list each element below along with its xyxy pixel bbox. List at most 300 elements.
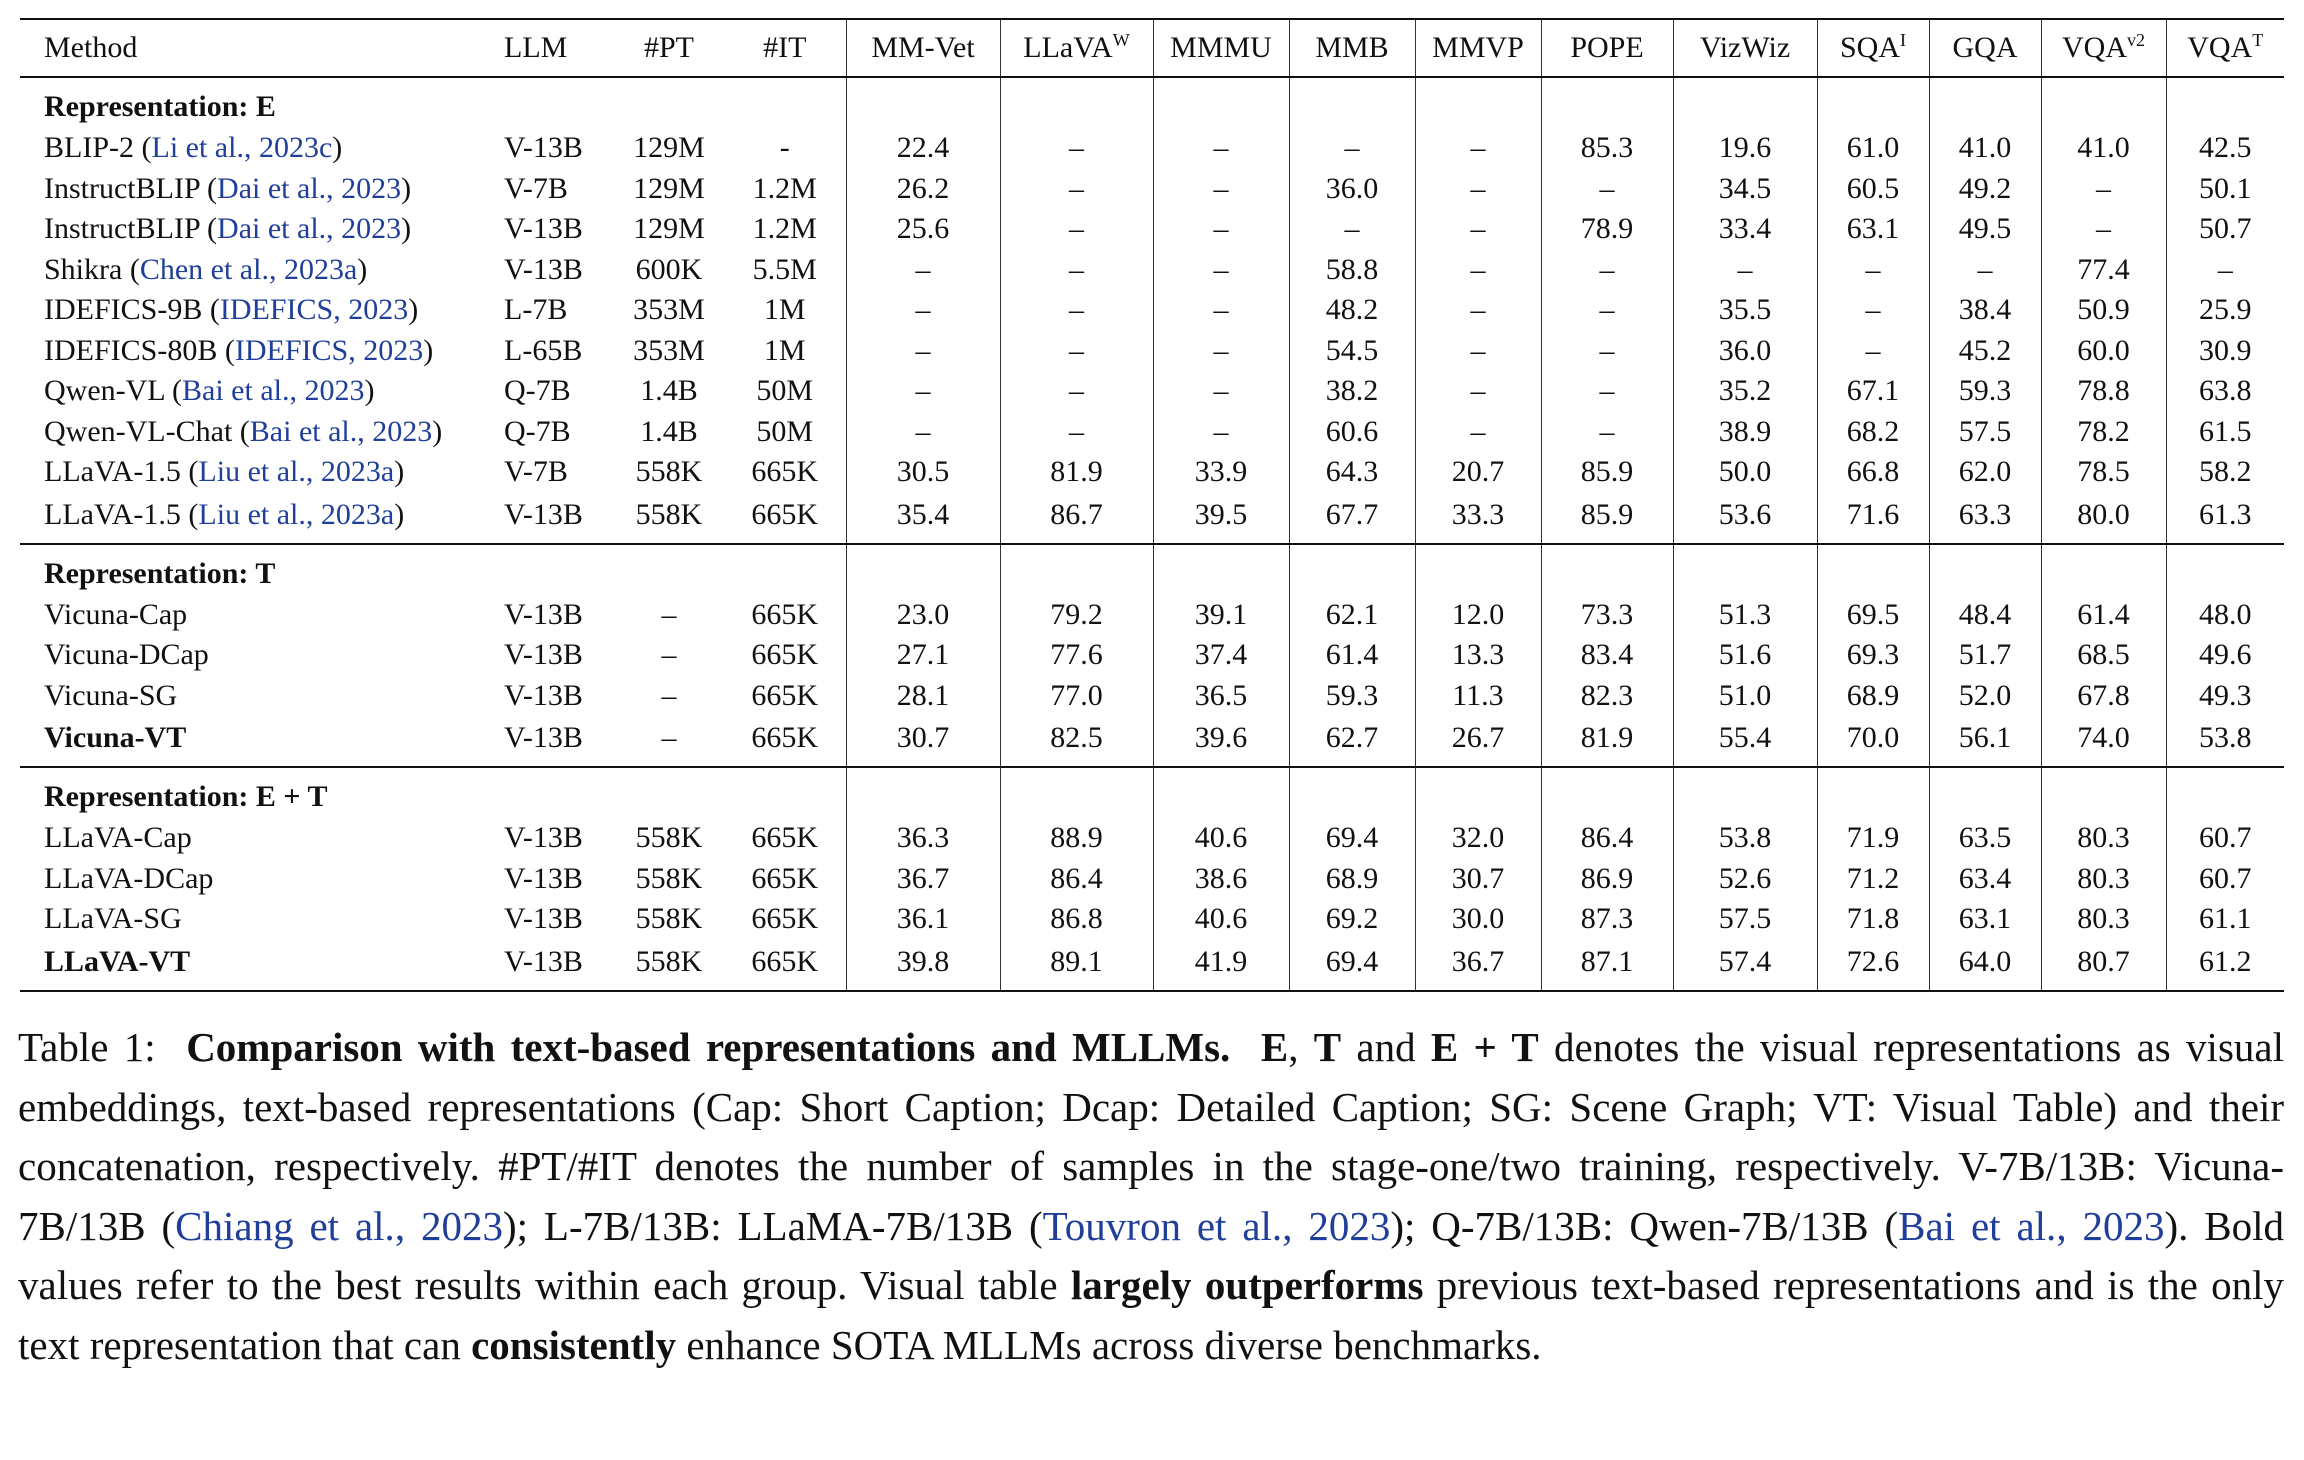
- header-pt: #PT: [614, 19, 724, 77]
- score-cell: 63.8: [2166, 371, 2284, 412]
- score-cell: 68.2: [1817, 412, 1929, 453]
- score-cell: 62.7: [1289, 716, 1415, 767]
- table-caption: [18, 1018, 2284, 1375]
- score-cell: 73.3: [1541, 595, 1673, 636]
- table-row: [20, 412, 2284, 453]
- header-benchmark: LLaVA$^W$: [1000, 19, 1153, 77]
- method-cell: IDEFICS-80B (IDEFICS, 2023): [44, 333, 434, 367]
- score-cell: –: [1153, 371, 1289, 412]
- score-cell: 79.2: [1000, 595, 1153, 636]
- citation-link[interactable]: Liu et al., 2023a: [198, 497, 395, 531]
- score-cell: 81.9: [1541, 716, 1673, 767]
- header-benchmark: MMMU: [1153, 19, 1289, 77]
- score-cell: 78.9: [1541, 209, 1673, 250]
- llm-cell: V-13B: [504, 821, 583, 855]
- score-cell: 70.0: [1817, 716, 1929, 767]
- score-cell: 55.4: [1673, 716, 1817, 767]
- score-cell: 53.8: [1673, 818, 1817, 859]
- score-cell: –: [2166, 250, 2284, 291]
- caption-text: ). Bold values refer to the best results within each group. Visual table: [18, 1202, 2285, 1308]
- caption-text: previous text-based representations and is the only text representation that can: [18, 1262, 2285, 1368]
- table-row: [20, 331, 2284, 372]
- llm-cell: V-13B: [504, 131, 583, 165]
- score-cell: 86.8: [1000, 899, 1153, 940]
- score-cell: 54.5: [1289, 331, 1415, 372]
- score-cell: 78.2: [2041, 412, 2166, 453]
- score-cell: 38.4: [1929, 290, 2041, 331]
- score-cell: 82.5: [1000, 716, 1153, 767]
- score-cell: 80.3: [2041, 818, 2166, 859]
- pt-cell: –: [614, 716, 724, 767]
- score-cell: 41.0: [1929, 128, 2041, 169]
- it-cell: 665K: [751, 861, 819, 895]
- it-cell: 1M: [763, 333, 806, 367]
- score-cell: 22.4: [846, 128, 1000, 169]
- score-cell: 51.0: [1673, 676, 1817, 717]
- score-cell: –: [1000, 412, 1153, 453]
- score-cell: 61.0: [1817, 128, 1929, 169]
- pt-cell: 558K: [614, 493, 724, 544]
- method-name: LLaVA-1.5: [44, 497, 181, 531]
- score-cell: –: [1000, 331, 1153, 372]
- method-name: Vicuna-DCap: [44, 638, 209, 672]
- table-row: [20, 452, 2284, 493]
- score-cell: 71.9: [1817, 818, 1929, 859]
- score-cell: 71.8: [1817, 899, 1929, 940]
- score-cell: 38.2: [1289, 371, 1415, 412]
- caption-text: ); Q-7B/13B: Qwen-7B/13B (: [1390, 1202, 1899, 1249]
- score-cell: 25.9: [2166, 290, 2284, 331]
- score-cell: 64.0: [1929, 940, 2041, 991]
- score-cell: 23.0: [846, 595, 1000, 636]
- llm-cell: V-13B: [498, 940, 614, 991]
- score-cell: 85.3: [1541, 128, 1673, 169]
- method-name: LLaVA-1.5: [44, 455, 181, 489]
- caption-e: E: [1260, 1024, 1289, 1070]
- method-name: IDEFICS-9B: [44, 293, 203, 327]
- score-cell: 72.6: [1817, 940, 1929, 991]
- caption-text: enhance SOTA MLLMs across diverse benchmarks.: [686, 1321, 1542, 1368]
- method-cell: [20, 635, 498, 676]
- score-cell: 61.4: [2041, 595, 2166, 636]
- method-cell: BLIP-2 (Li et al., 2023c): [44, 131, 343, 165]
- header-benchmark: POPE: [1541, 19, 1673, 77]
- score-cell: –: [1153, 250, 1289, 291]
- score-cell: 69.3: [1817, 635, 1929, 676]
- pt-cell: 129M: [633, 131, 705, 165]
- score-cell: 37.4: [1153, 635, 1289, 676]
- method-name: Qwen-VL: [44, 374, 165, 408]
- score-cell: –: [1415, 371, 1541, 412]
- score-cell: 40.6: [1153, 899, 1289, 940]
- score-cell: –: [1153, 290, 1289, 331]
- score-cell: 80.7: [2041, 940, 2166, 991]
- score-cell: –: [1153, 331, 1289, 372]
- it-cell: 50M: [756, 374, 814, 408]
- score-cell: 85.9: [1541, 452, 1673, 493]
- score-cell: 30.9: [2166, 331, 2284, 372]
- score-cell: 60.7: [2166, 859, 2284, 900]
- citation-link[interactable]: Dai et al., 2023: [217, 212, 402, 246]
- table-row: [20, 716, 2284, 767]
- table-row: [20, 818, 2284, 859]
- method-name: Vicuna-SG: [44, 678, 178, 712]
- score-cell: 35.4: [846, 493, 1000, 544]
- it-cell: -: [779, 131, 790, 165]
- score-cell: 71.6: [1817, 493, 1929, 544]
- llm-cell: V-13B: [504, 252, 583, 286]
- group-title: Representation: T: [44, 556, 276, 590]
- pt-cell: 353M: [633, 293, 705, 327]
- results-table-container: [20, 18, 2284, 992]
- score-cell: 49.3: [2166, 676, 2284, 717]
- table-row: [20, 169, 2284, 210]
- llm-cell: V-13B: [504, 861, 583, 895]
- method-cell: IDEFICS-9B (IDEFICS, 2023): [44, 293, 419, 327]
- it-cell: 5.5M: [752, 252, 817, 286]
- pt-cell: 1.4B: [640, 374, 698, 408]
- llm-cell: V-13B: [504, 902, 583, 936]
- score-cell: 36.1: [846, 899, 1000, 940]
- score-cell: 26.7: [1415, 716, 1541, 767]
- method-cell: [20, 818, 498, 859]
- method-name: LLaVA-Cap: [44, 821, 192, 855]
- score-cell: 87.3: [1541, 899, 1673, 940]
- group-title: Representation: E: [44, 90, 276, 123]
- group-header-row: [20, 544, 2284, 595]
- caption-emphasis: largely outperforms: [1070, 1262, 1424, 1308]
- citation-link[interactable]: IDEFICS, 2023: [219, 293, 409, 327]
- caption-emphasis: consistently: [471, 1321, 677, 1368]
- citation-link[interactable]: IDEFICS, 2023: [234, 333, 424, 367]
- method-cell: [20, 716, 498, 767]
- results-table-body: [20, 77, 2284, 991]
- it-cell: 665K: [751, 678, 819, 712]
- score-cell: 63.1: [1817, 209, 1929, 250]
- score-cell: –: [1541, 371, 1673, 412]
- it-cell: 665K: [751, 902, 819, 936]
- llm-cell: V-13B: [504, 678, 583, 712]
- score-cell: 40.6: [1153, 818, 1289, 859]
- score-cell: 30.7: [846, 716, 1000, 767]
- score-cell: 62.1: [1289, 595, 1415, 636]
- score-cell: –: [1000, 250, 1153, 291]
- score-cell: 50.9: [2041, 290, 2166, 331]
- header-row: [20, 19, 2284, 77]
- score-cell: 66.8: [1817, 452, 1929, 493]
- score-cell: –: [1817, 331, 1929, 372]
- score-cell: –: [846, 412, 1000, 453]
- score-cell: –: [1541, 412, 1673, 453]
- score-cell: 69.4: [1289, 818, 1415, 859]
- score-cell: 67.8: [2041, 676, 2166, 717]
- score-cell: 39.1: [1153, 595, 1289, 636]
- score-cell: 61.3: [2166, 493, 2284, 544]
- it-cell: 665K: [751, 821, 819, 855]
- score-cell: 68.5: [2041, 635, 2166, 676]
- method-name: InstructBLIP: [44, 212, 200, 246]
- score-cell: 39.5: [1153, 493, 1289, 544]
- score-cell: 36.7: [1415, 940, 1541, 991]
- llm-cell: V-13B: [498, 716, 614, 767]
- pt-cell: 353M: [633, 333, 705, 367]
- method-name: IDEFICS-80B: [44, 333, 218, 367]
- it-cell: 1M: [763, 293, 806, 327]
- score-cell: 58.2: [2166, 452, 2284, 493]
- pt-cell: –: [661, 678, 677, 712]
- score-cell: 25.6: [846, 209, 1000, 250]
- llm-cell: V-13B: [504, 638, 583, 672]
- llm-cell: Q-7B: [504, 374, 571, 408]
- score-cell: 68.9: [1289, 859, 1415, 900]
- citation-link[interactable]: Bai et al., 2023: [249, 414, 433, 448]
- header-benchmark: MMB: [1289, 19, 1415, 77]
- method-cell: Shikra (Chen et al., 2023a): [44, 252, 368, 286]
- score-cell: 38.9: [1673, 412, 1817, 453]
- method-cell: [20, 899, 498, 940]
- score-cell: –: [1415, 128, 1541, 169]
- score-cell: –: [1153, 169, 1289, 210]
- method-name: Shikra: [44, 252, 123, 286]
- score-cell: 48.4: [1929, 595, 2041, 636]
- score-cell: 85.9: [1541, 493, 1673, 544]
- header-it: #IT: [724, 19, 846, 77]
- table-row: [20, 128, 2284, 169]
- header-benchmark: $VQA^T$: [2166, 19, 2284, 77]
- score-cell: –: [1153, 412, 1289, 453]
- score-cell: 86.7: [1000, 493, 1153, 544]
- score-cell: 78.5: [2041, 452, 2166, 493]
- method-cell: [20, 859, 498, 900]
- score-cell: 13.3: [1415, 635, 1541, 676]
- score-cell: 51.6: [1673, 635, 1817, 676]
- it-cell: 665K: [724, 716, 846, 767]
- method-name: LLaVA-VT: [44, 944, 191, 978]
- caption-et: E + T: [1430, 1024, 1539, 1070]
- score-cell: –: [1000, 290, 1153, 331]
- score-cell: 12.0: [1415, 595, 1541, 636]
- method-cell: LLaVA-1.5 (Liu et al., 2023a): [20, 493, 498, 544]
- pt-cell: 558K: [635, 455, 703, 489]
- table-row: [20, 250, 2284, 291]
- score-cell: 27.1: [846, 635, 1000, 676]
- caption-text: and: [1356, 1024, 1416, 1070]
- caption-text: denotes the visual representations as visual embeddings, text-based representations (Cap: Short Caption; Dcap: Detailed Caption; SG: Scene Graph; VT: Visual Table) and their concatenation, respectively. #PT/#IT denotes the number of samples in the stage-one/two training, respectively. V-7B/13B: Vicuna-7B/13B (: [18, 1024, 2284, 1249]
- llm-cell: L-7B: [504, 293, 568, 327]
- pt-cell: –: [661, 597, 677, 631]
- score-cell: 50.1: [2166, 169, 2284, 210]
- method-cell: InstructBLIP (Dai et al., 2023): [44, 212, 412, 246]
- header-benchmark: VizWiz: [1673, 19, 1817, 77]
- score-cell: 28.1: [846, 676, 1000, 717]
- header-method: Method: [20, 19, 498, 77]
- citation-link[interactable]: Touvron et al., 2023: [1042, 1202, 1391, 1249]
- group-title: Representation: E + T: [44, 780, 328, 813]
- score-cell: 49.5: [1929, 209, 2041, 250]
- score-cell: 39.8: [846, 940, 1000, 991]
- score-cell: 87.1: [1541, 940, 1673, 991]
- pt-cell: –: [661, 638, 677, 672]
- method-name: Vicuna-Cap: [44, 597, 188, 631]
- score-cell: –: [1817, 250, 1929, 291]
- method-cell: Qwen-VL-Chat (Bai et al., 2023): [44, 414, 443, 448]
- score-cell: 52.6: [1673, 859, 1817, 900]
- score-cell: 77.6: [1000, 635, 1153, 676]
- it-cell: 1.2M: [752, 212, 817, 246]
- score-cell: 48.0: [2166, 595, 2284, 636]
- method-cell: [20, 940, 498, 991]
- score-cell: 60.5: [1817, 169, 1929, 210]
- score-cell: 36.5: [1153, 676, 1289, 717]
- citation-link[interactable]: Chen et al., 2023a: [139, 252, 358, 286]
- score-cell: 64.3: [1289, 452, 1415, 493]
- caption-t: T: [1313, 1024, 1342, 1070]
- pt-cell: 600K: [635, 252, 703, 286]
- score-cell: 38.6: [1153, 859, 1289, 900]
- pt-cell: 558K: [635, 902, 703, 936]
- method-cell: LLaVA-1.5 (Liu et al., 2023a): [44, 455, 405, 489]
- method-cell: InstructBLIP (Dai et al., 2023): [44, 171, 412, 205]
- score-cell: 42.5: [2166, 128, 2284, 169]
- score-cell: 58.8: [1289, 250, 1415, 291]
- score-cell: –: [1289, 209, 1415, 250]
- llm-cell: L-65B: [504, 333, 583, 367]
- method-cell: [20, 676, 498, 717]
- score-cell: 33.9: [1153, 452, 1289, 493]
- table-row: [20, 595, 2284, 636]
- header-llm: LLM: [498, 19, 614, 77]
- score-cell: 20.7: [1415, 452, 1541, 493]
- score-cell: –: [846, 371, 1000, 412]
- citation-link[interactable]: Bai et al., 2023: [182, 374, 365, 408]
- score-cell: 63.4: [1929, 859, 2041, 900]
- score-cell: –: [1000, 371, 1153, 412]
- score-cell: 39.6: [1153, 716, 1289, 767]
- score-cell: 61.5: [2166, 412, 2284, 453]
- score-cell: 56.1: [1929, 716, 2041, 767]
- citation-link[interactable]: Chiang et al., 2023: [175, 1202, 503, 1249]
- pt-cell: 129M: [633, 212, 705, 246]
- score-cell: 62.0: [1929, 452, 2041, 493]
- score-cell: 69.5: [1817, 595, 1929, 636]
- score-cell: 33.4: [1673, 209, 1817, 250]
- method-name: LLaVA-SG: [44, 902, 182, 936]
- table-row: [20, 859, 2284, 900]
- score-cell: 30.0: [1415, 899, 1541, 940]
- method-name: BLIP-2: [44, 131, 134, 165]
- it-cell: 665K: [724, 493, 846, 544]
- score-cell: 77.0: [1000, 676, 1153, 717]
- method-name: InstructBLIP: [44, 171, 200, 205]
- citation-link[interactable]: Li et al., 2023c: [151, 131, 333, 165]
- score-cell: 86.4: [1000, 859, 1153, 900]
- score-cell: 80.3: [2041, 859, 2166, 900]
- pt-cell: 558K: [635, 821, 703, 855]
- score-cell: 77.4: [2041, 250, 2166, 291]
- table-row: [20, 493, 2284, 544]
- it-cell: 665K: [751, 597, 819, 631]
- score-cell: –: [1673, 250, 1817, 291]
- score-cell: –: [1000, 209, 1153, 250]
- score-cell: 59.3: [1289, 676, 1415, 717]
- score-cell: 30.7: [1415, 859, 1541, 900]
- it-cell: 1.2M: [752, 171, 817, 205]
- score-cell: 71.2: [1817, 859, 1929, 900]
- score-cell: 61.2: [2166, 940, 2284, 991]
- score-cell: 74.0: [2041, 716, 2166, 767]
- citation-link[interactable]: Liu et al., 2023a: [198, 455, 395, 489]
- method-name: Qwen-VL-Chat: [44, 414, 233, 448]
- score-cell: 81.9: [1000, 452, 1153, 493]
- citation-link[interactable]: Bai et al., 2023: [1898, 1202, 2165, 1249]
- method-cell: [20, 595, 498, 636]
- score-cell: 80.0: [2041, 493, 2166, 544]
- score-cell: –: [1541, 250, 1673, 291]
- results-table: [20, 18, 2284, 992]
- caption-title: Comparison with text-based representations and MLLMs.: [186, 1024, 1231, 1070]
- score-cell: 57.5: [1929, 412, 2041, 453]
- table-row: [20, 635, 2284, 676]
- score-cell: 86.4: [1541, 818, 1673, 859]
- score-cell: 59.3: [1929, 371, 2041, 412]
- score-cell: –: [1415, 331, 1541, 372]
- score-cell: –: [846, 290, 1000, 331]
- score-cell: 63.1: [1929, 899, 2041, 940]
- table-row: [20, 899, 2284, 940]
- citation-link[interactable]: Dai et al., 2023: [217, 171, 402, 205]
- caption-label: Table 1:: [18, 1024, 156, 1070]
- score-cell: 61.1: [2166, 899, 2284, 940]
- score-cell: –: [846, 250, 1000, 291]
- llm-cell: V-7B: [504, 171, 568, 205]
- score-cell: 36.7: [846, 859, 1000, 900]
- llm-cell: V-13B: [504, 212, 583, 246]
- score-cell: 83.4: [1541, 635, 1673, 676]
- score-cell: 60.6: [1289, 412, 1415, 453]
- score-cell: 60.0: [2041, 331, 2166, 372]
- method-cell: Qwen-VL (Bai et al., 2023): [44, 374, 375, 408]
- score-cell: 69.2: [1289, 899, 1415, 940]
- score-cell: –: [1415, 209, 1541, 250]
- pt-cell: 558K: [635, 861, 703, 895]
- score-cell: 86.9: [1541, 859, 1673, 900]
- score-cell: 53.8: [2166, 716, 2284, 767]
- score-cell: –: [1415, 412, 1541, 453]
- it-cell: 665K: [751, 455, 819, 489]
- caption-text: ,: [1288, 1024, 1299, 1070]
- score-cell: 50.0: [1673, 452, 1817, 493]
- pt-cell: 129M: [633, 171, 705, 205]
- header-benchmark: GQA: [1929, 19, 2041, 77]
- score-cell: 67.1: [1817, 371, 1929, 412]
- score-cell: 34.5: [1673, 169, 1817, 210]
- score-cell: 26.2: [846, 169, 1000, 210]
- method-name: LLaVA-DCap: [44, 861, 214, 895]
- score-cell: 63.5: [1929, 818, 2041, 859]
- score-cell: 82.3: [1541, 676, 1673, 717]
- score-cell: 30.5: [846, 452, 1000, 493]
- score-cell: 35.2: [1673, 371, 1817, 412]
- header-benchmark: MM-Vet: [846, 19, 1000, 77]
- score-cell: –: [1541, 290, 1673, 331]
- score-cell: –: [1817, 290, 1929, 331]
- score-cell: 57.5: [1673, 899, 1817, 940]
- score-cell: 33.3: [1415, 493, 1541, 544]
- it-cell: 50M: [756, 414, 814, 448]
- score-cell: –: [1000, 128, 1153, 169]
- score-cell: 50.7: [2166, 209, 2284, 250]
- caption-text: ); L-7B/13B: LLaMA-7B/13B (: [502, 1202, 1043, 1249]
